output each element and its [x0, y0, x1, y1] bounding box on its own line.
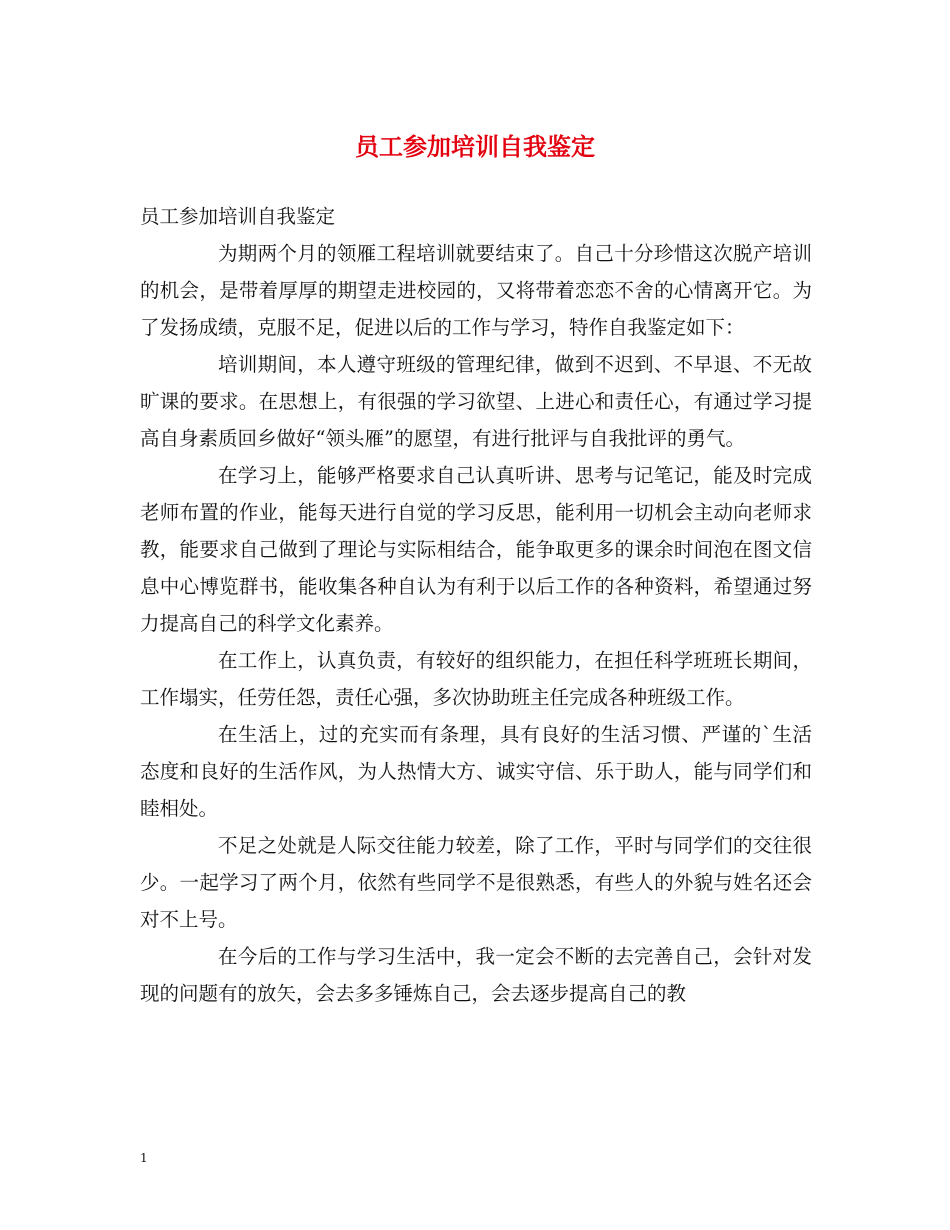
paragraph-study: 在学习上，能够严格要求自己认真听讲、思考与记笔记，能及时完成老师布置的作业，能每天进行自觉的学习反思，能利用一切机会主动向老师求教，能要求自己做到了理论与实际相结合，能争取更多的课余时间泡在图文信息中心博览群书，能收集各种自认为有利于以后工作的各种资料，希望通过努力提高自己的科学文化素养。: [140, 464, 812, 635]
paragraph-discipline: 培训期间，本人遵守班级的管理纪律，做到不迟到、不早退、不无故旷课的要求。在思想上，有很强的学习欲望、上进心和责任心，有通过学习提高自身素质回乡做好“领头雁”的愿望，有进行批评与自我批评的勇气。: [140, 353, 812, 450]
paragraph-work: 在工作上，认真负责，有较好的组织能力，在担任科学班班长期间，工作塌实，任劳任怨，责任心强，多次协助班主任完成各种班级工作。: [140, 649, 812, 709]
page-number: 1: [140, 1151, 148, 1165]
document-title: 员工参加培训自我鉴定: [355, 132, 595, 161]
document-body: [140, 198, 812, 1012]
paragraph-shortcomings: 不足之处就是人际交往能力较差，除了工作，平时与同学们的交往很少。一起学习了两个月，依然有些同学不是很熟悉，有些人的外貌与姓名还会对不上号。: [140, 834, 812, 931]
paragraph-life: 在生活上，过的充实而有条理，具有良好的生活习惯、严谨的`生活态度和良好的生活作风，为人热情大方、诚实守信、乐于助人，能与同学们和睦相处。: [140, 723, 812, 820]
document-subtitle: 员工参加培训自我鉴定: [140, 205, 336, 228]
paragraph-intro: 为期两个月的领雁工程培训就要结束了。自己十分珍惜这次脱产培训的机会，是带着厚厚的期望走进校园的，又将带着恋恋不舍的心情离开它。为了发扬成绩，克服不足，促进以后的工作与学习，特作自我鉴定如下：: [140, 242, 812, 339]
paragraph-future: 在今后的工作与学习生活中，我一定会不断的去完善自己，会针对发现的问题有的放矢，会去多多锤炼自己，会去逐步提高自己的教: [140, 945, 812, 1005]
